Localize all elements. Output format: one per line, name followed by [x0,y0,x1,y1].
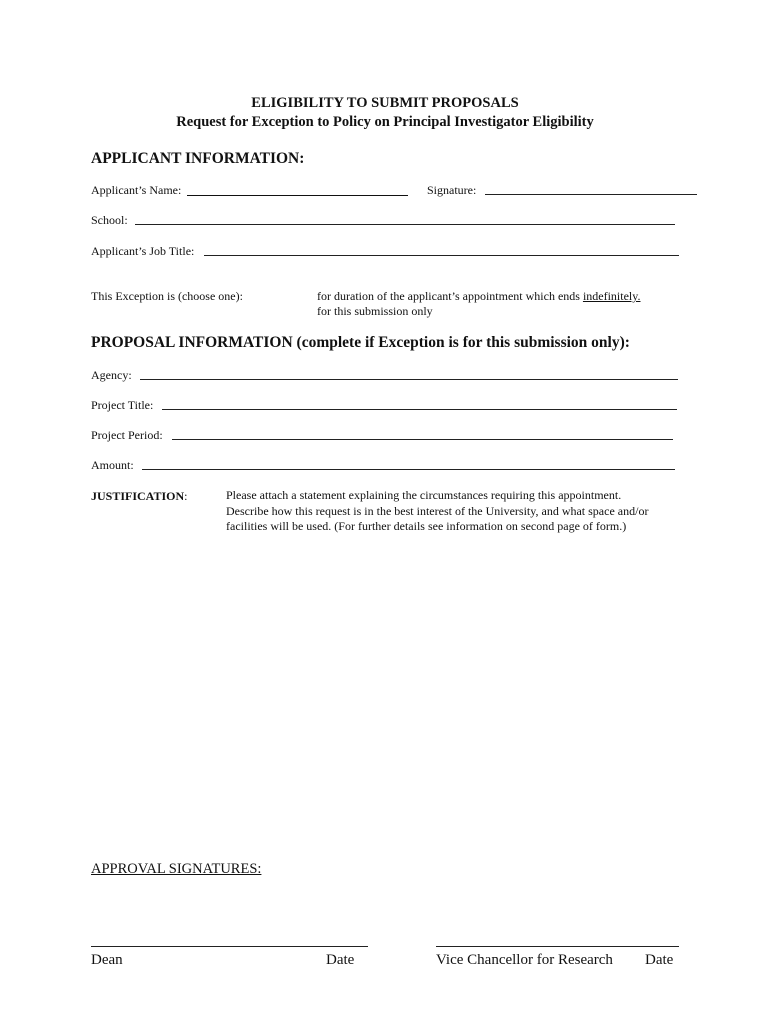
form-title: ELIGIBILITY TO SUBMIT PROPOSALS [251,95,519,111]
applicant-name-field[interactable] [187,195,408,196]
amount-field[interactable] [142,469,675,470]
vc-date-label: Date [645,952,674,968]
approval-heading: APPROVAL SIGNATURES: [91,861,262,877]
justification-label-colon: : [184,489,188,503]
school-label: School: [91,213,128,227]
exception-label: This Exception is (choose one): [91,289,243,303]
vc-label: Vice Chancellor for Research [436,952,613,968]
project-period-label: Project Period: [91,428,163,442]
exception-option-duration-text: for duration of the applicant’s appointment which ends [317,289,580,303]
vc-signature-line[interactable] [436,946,679,947]
signature-label: Signature: [427,183,477,197]
justification-text [226,488,648,535]
justification-label-text: JUSTIFICATION [91,489,185,503]
project-period-field[interactable] [172,439,673,440]
signature-field[interactable] [485,194,697,195]
dean-signature-line[interactable] [91,946,368,947]
applicant-name-label: Applicant’s Name: [91,183,182,197]
justification-label [91,489,187,504]
job-title-label: Applicant’s Job Title: [91,244,195,258]
dean-date-label: Date [326,952,355,968]
form-subtitle: Request for Exception to Policy on Principal Investigator Eligibility [176,114,594,130]
applicant-heading: APPLICANT INFORMATION: [91,150,305,167]
exception-option-duration-end: indefinitely. [582,289,641,303]
school-field[interactable] [135,224,675,225]
proposal-heading: PROPOSAL INFORMATION (complete if Exception is for this submission only): [91,334,630,351]
exception-option-duration[interactable] [317,289,640,304]
agency-field[interactable] [140,379,678,380]
agency-label: Agency: [91,368,132,382]
justification-line-3: facilities will be used. (For further details see information on second page of form.) [226,519,627,533]
job-title-field[interactable] [204,255,679,256]
project-title-field[interactable] [162,409,677,410]
justification-line-1: Please attach a statement explaining the circumstances requiring this appointment. [226,488,622,502]
justification-line-2: Describe how this request is in the best interest of the University, and what space and/or [226,503,649,518]
project-title-label: Project Title: [91,398,154,412]
exception-option-submission[interactable]: for this submission only [317,304,433,318]
dean-label: Dean [91,952,123,968]
amount-label: Amount: [91,458,134,472]
